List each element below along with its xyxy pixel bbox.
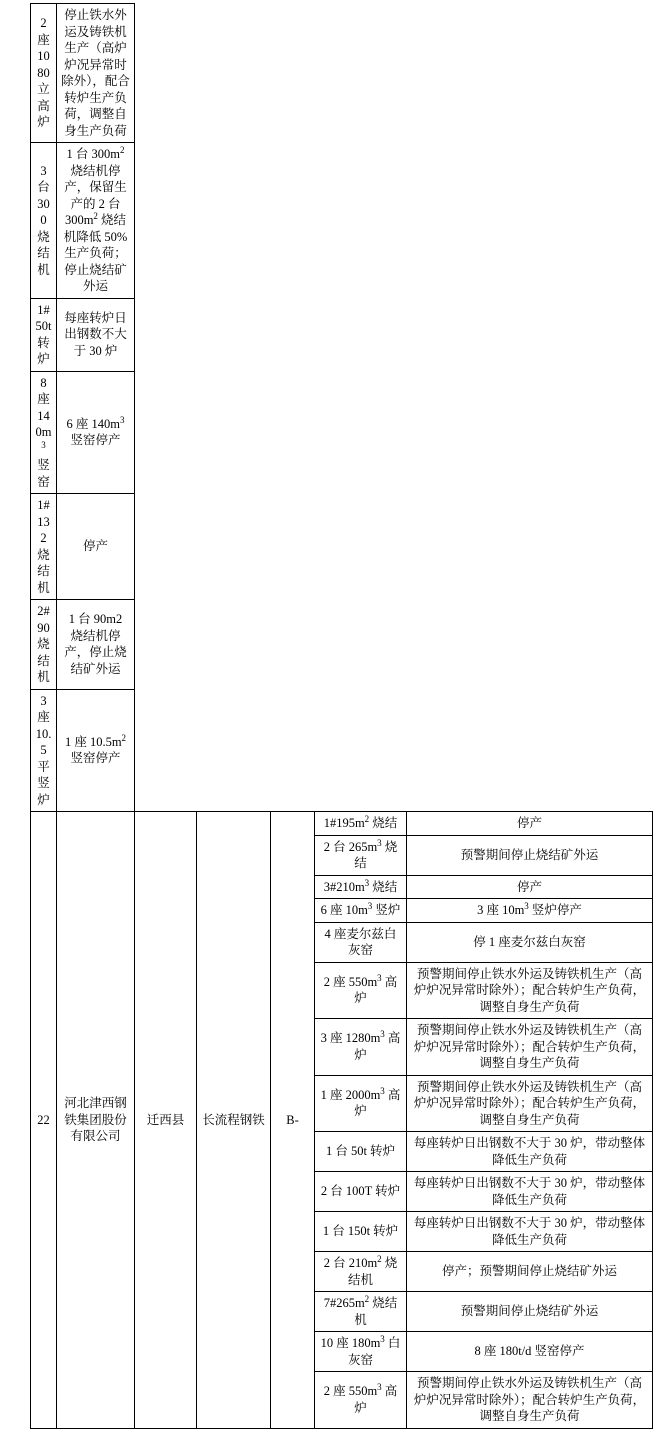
measure-cell: 停产；预警期间停止烧结矿外运 [407,1252,653,1292]
measure-cell: 8 座 180t/d 竖窑停产 [407,1332,653,1372]
measure-cell: 每座转炉日出钢数不大于 30 炉，带动整体降低生产负荷 [407,1132,653,1172]
table-row [31,812,653,836]
equipment-cell: 4 座麦尔兹白灰窑 [315,922,407,962]
document-page [0,3,660,1429]
measure-cell: 预警期间停止铁水外运及铸铁机生产（高炉炉况异常时除外）；配合转炉生产负荷，调整自身生产负荷 [407,962,653,1019]
measure-cell: 预警期间停止铁水外运及铸铁机生产（高炉炉况异常时除外）；配合转炉生产负荷，调整自身生产负荷 [407,1075,653,1132]
measure-cell: 停 1 座麦尔兹白灰窑 [407,922,653,962]
equipment-cell: 1 座 $2000m^3$ 高炉 [315,1075,407,1132]
measure-cell: 3 座 $10m^3$ 竖炉停产 [407,899,653,923]
measure-cell: 停产 [407,812,653,836]
equipment-cell: 2 台 100T 转炉 [315,1172,407,1212]
equipment-cell: 3 座 10.5 平竖炉 [31,689,57,812]
county-cell: 迁西县 [135,812,197,1429]
equipment-cell: 8 座 $140m^3$ 竖窑 [31,371,57,494]
grade-cell: B- [271,812,315,1429]
measure-cell: 1 座 $10.5m^2$ 竖窑停产 [57,689,135,812]
equipment-cell: 1 台 50t 转炉 [315,1132,407,1172]
table-row [31,600,653,690]
table-row [31,371,653,494]
equipment-cell: 1#132 烧结机 [31,494,57,600]
equipment-cell: 2 座 $550m^3$ 高炉 [315,962,407,1019]
equipment-cell: 2 座 1080 立高炉 [31,4,57,143]
equipment-cell: 1 台 150t 转炉 [315,1212,407,1252]
equipment-cell: 3 台 300 烧结机 [31,143,57,299]
measure-cell: 停产 [57,494,135,600]
equipment-cell: 3 座 $1280m^3$ 高炉 [315,1019,407,1076]
equipment-cell: 2 座 $550m^3$ 高炉 [315,1372,407,1429]
measure-cell: 停止铁水外运及铸铁机生产（高炉炉况异常时除外），配合转炉生产负荷，调整自身生产负荷 [57,4,135,143]
equipment-cell: 2#90 烧结机 [31,600,57,690]
measure-cell: 每座转炉日出钢数不大于 30 炉，带动整体降低生产负荷 [407,1212,653,1252]
process-type-cell: 长流程钢铁 [197,812,271,1429]
measure-cell: 停产 [407,875,653,899]
equipment-cell: 10 座 $180m^3$ 白灰窑 [315,1332,407,1372]
measure-cell: 预警期间停止铁水外运及铸铁机生产（高炉炉况异常时除外）；配合转炉生产负荷，调整自身生产负荷 [407,1372,653,1429]
measure-cell: 预警期间停止烧结矿外运 [407,1292,653,1332]
row-number-cell: 22 [31,812,57,1429]
emission-control-table [30,3,653,1429]
table-row [31,689,653,812]
measure-cell: 1 台 $300m^2$ 烧结机停产，保留生产的 2 台 $300m^2$ 烧结机降低 50%生产负荷；停止烧结矿外运 [57,143,135,299]
equipment-cell: 2 台 $265m^3$ 烧结 [315,835,407,875]
measure-cell: 每座转炉日出钢数不大于 30 炉 [57,298,135,371]
equipment-cell: 2 台 $210m^2$ 烧结机 [315,1252,407,1292]
company-name-cell: 河北津西钢铁集团股份有限公司 [57,812,135,1429]
equipment-cell: $7\#265m^2$ 烧结机 [315,1292,407,1332]
measure-cell: 1 台 90m2 烧结机停产，停止烧结矿外运 [57,600,135,690]
equipment-cell: 6 座 $10m^3$ 竖炉 [315,899,407,923]
table-row [31,298,653,371]
table-row [31,143,653,299]
measure-cell: 每座转炉日出钢数不大于 30 炉，带动整体降低生产负荷 [407,1172,653,1212]
table-row [31,4,653,143]
measure-cell: 预警期间停止铁水外运及铸铁机生产（高炉炉况异常时除外）；配合转炉生产负荷，调整自身生产负荷 [407,1019,653,1076]
equipment-cell: $3\#210m^3$ 烧结 [315,875,407,899]
equipment-cell: 1#50t 转炉 [31,298,57,371]
measure-cell: 6 座 $140m^3$ 竖窑停产 [57,371,135,494]
equipment-cell: $1\#195m^2$ 烧结 [315,812,407,836]
measure-cell: 预警期间停止烧结矿外运 [407,835,653,875]
table-row [31,494,653,600]
